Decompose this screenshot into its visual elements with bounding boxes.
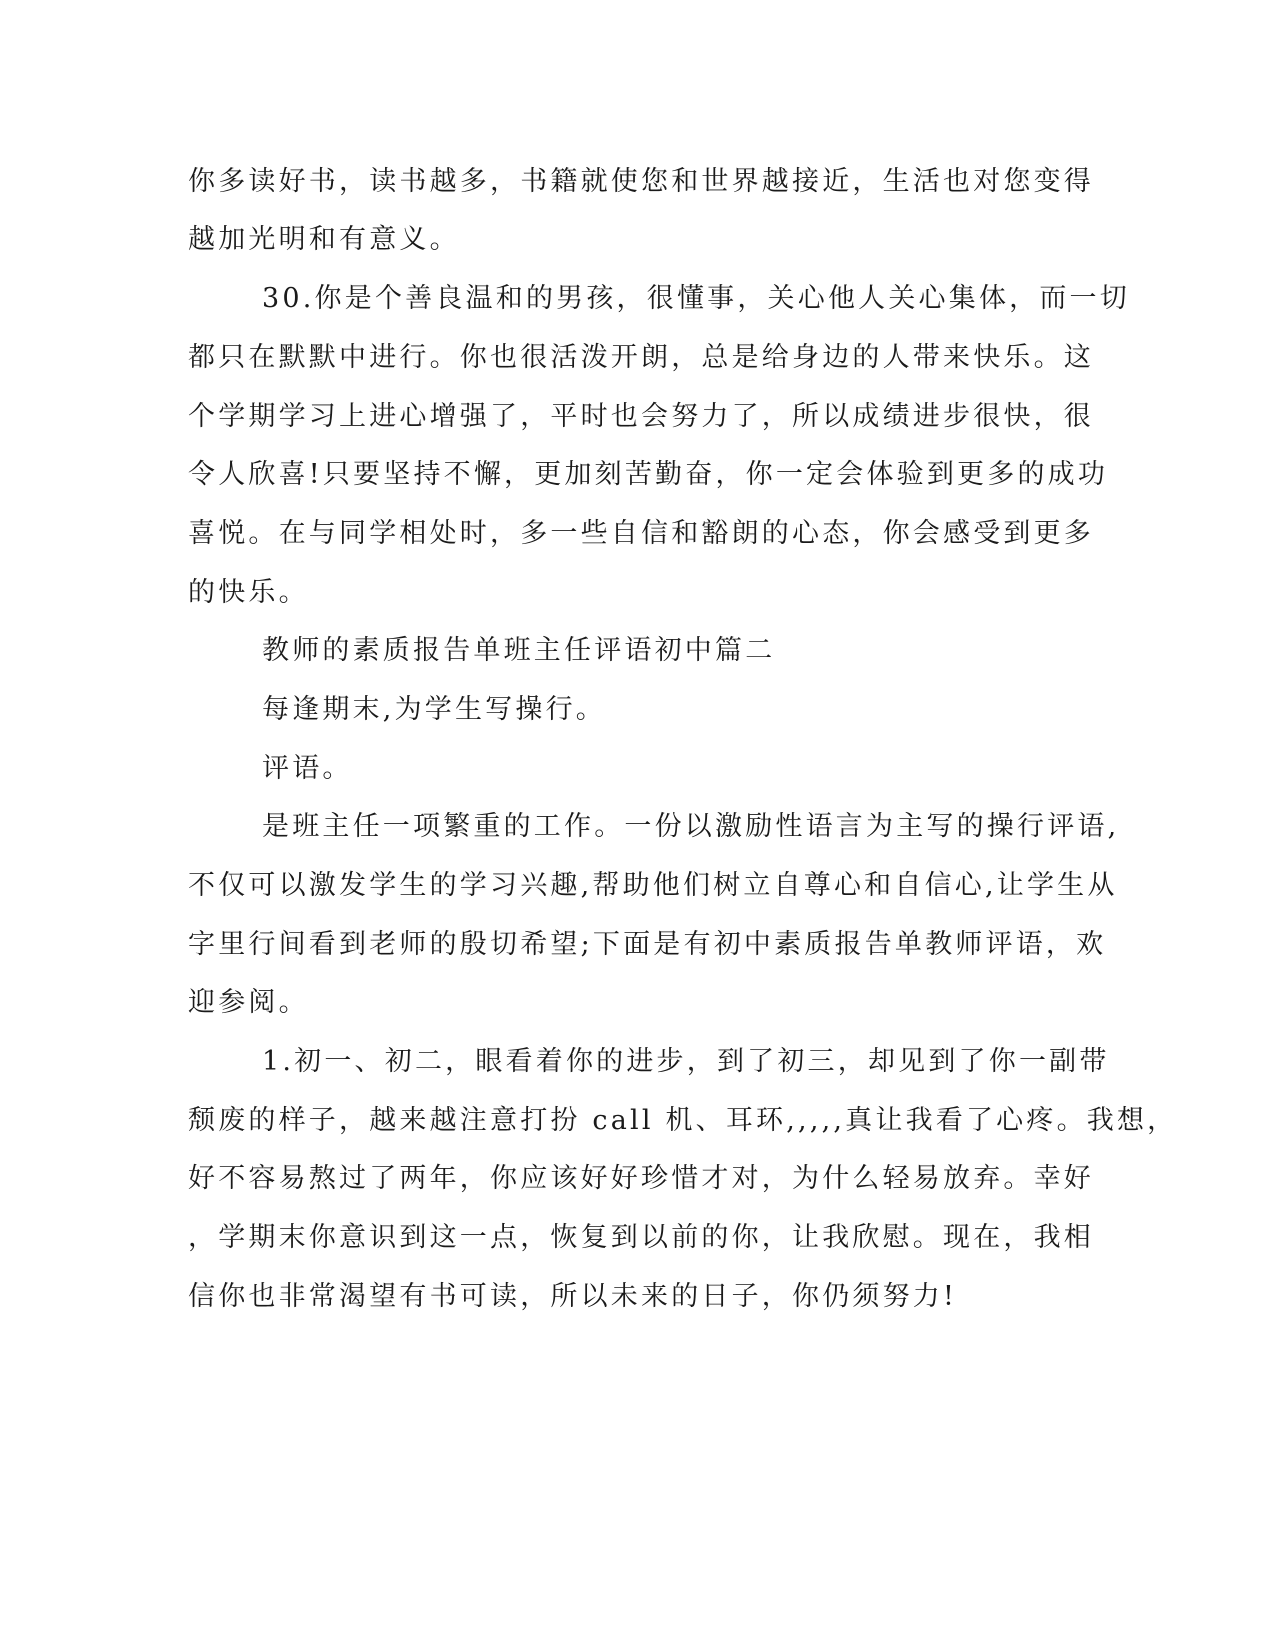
section-heading: 教师的素质报告单班主任评语初中篇二: [262, 635, 776, 666]
text-line: 都只在默默中进行。你也很活泼开朗，总是给身边的人带来快乐。这: [188, 342, 1094, 373]
text-line: 个学期学习上进心增强了，平时也会努力了，所以成绩进步很快，很: [188, 401, 1094, 432]
text-line: 颓废的样子，越来越注意打扮 call 机、耳环,,,,,真让我看了心疼。我想，: [188, 1105, 1178, 1136]
paragraph-start: 每逢期末,为学生写操行。: [262, 694, 606, 725]
paragraph-start: 30.你是个善良温和的男孩，很懂事，关心他人关心集体，而一切: [262, 283, 1130, 314]
text-line: 信你也非常渴望有书可读，所以未来的日子，你仍须努力!: [188, 1281, 958, 1312]
paragraph-start: 1.初一、初二，眼看着你的进步，到了初三，却见到了你一副带: [262, 1046, 1110, 1077]
text-line: 好不容易熬过了两年，你应该好好珍惜才对，为什么轻易放弃。幸好: [188, 1163, 1094, 1194]
text-line: 迎参阅。: [188, 987, 309, 1018]
text-line: 越加光明和有意义。: [188, 224, 460, 255]
paragraph-start: 是班主任一项繁重的工作。一份以激励性语言为主写的操行评语,: [262, 811, 1120, 842]
text-line: 的快乐。: [188, 577, 309, 608]
paragraph-start: 评语。: [262, 753, 353, 784]
text-line: ，学期末你意识到这一点，恢复到以前的你，让我欣慰。现在，我相: [188, 1222, 1094, 1253]
text-line: 字里行间看到老师的殷切希望;下面是有初中素质报告单教师评语，欢: [188, 929, 1107, 960]
text-line: 令人欣喜!只要坚持不懈，更加刻苦勤奋，你一定会体验到更多的成功: [188, 459, 1109, 490]
text-line: 喜悦。在与同学相处时，多一些自信和豁朗的心态，你会感受到更多: [188, 518, 1094, 549]
text-line: 你多读好书，读书越多，书籍就使您和世界越接近，生活也对您变得: [188, 166, 1094, 197]
text-line: 不仅可以激发学生的学习兴趣,帮助他们树立自尊心和自信心,让学生从: [188, 870, 1118, 901]
